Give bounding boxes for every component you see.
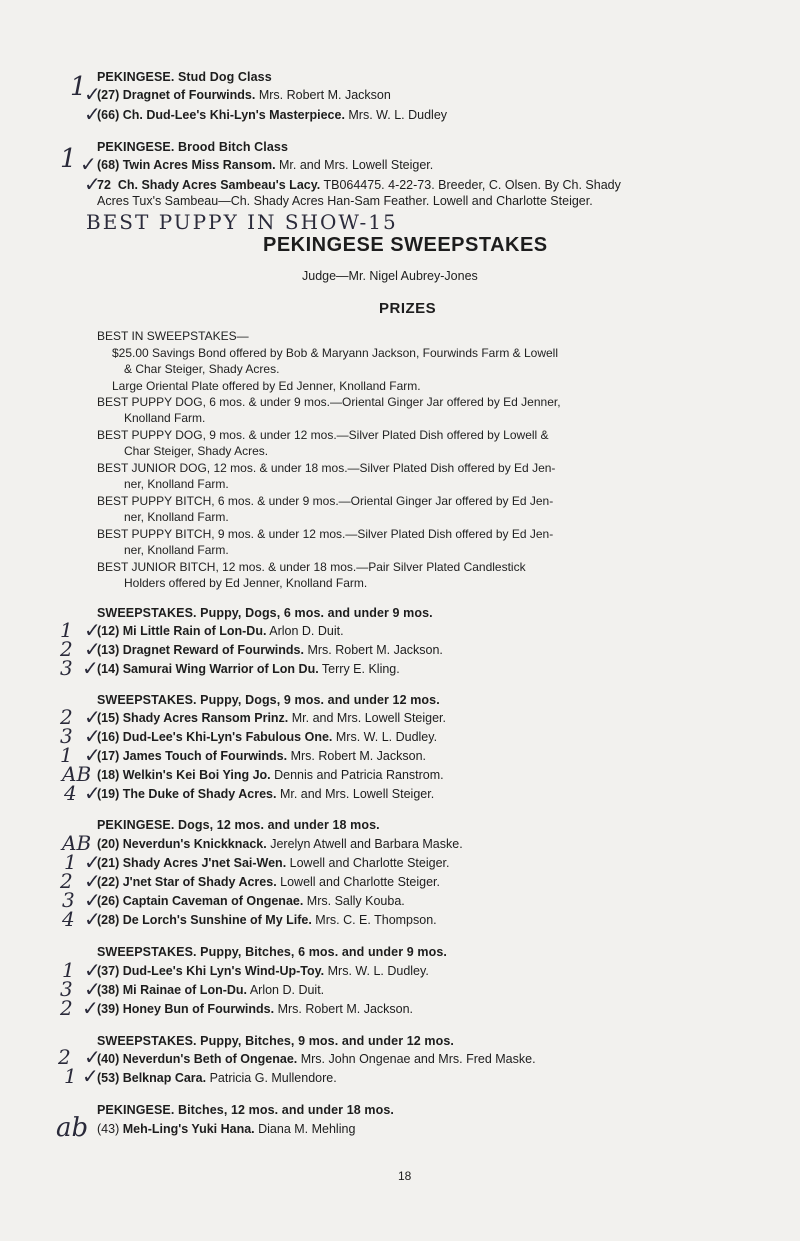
dog-name: Mi Rainae of Lon-Du. [122, 983, 248, 997]
check-mark-icon: ✓ [82, 1064, 99, 1088]
owner-name: Mrs. W. L. Dudley [344, 108, 448, 122]
list-item [97, 787, 434, 801]
list-item [97, 837, 463, 851]
dog-name: Belknap Cara. [122, 1071, 207, 1085]
owner-name: Mrs. W. L. Dudley. [324, 964, 429, 978]
handwritten-placement-mark: 2 [60, 705, 73, 729]
check-mark-icon: ✓ [84, 102, 101, 126]
judge-line: Judge—Mr. Nigel Aubrey-Jones [302, 269, 478, 283]
list-item [97, 1122, 355, 1136]
handwritten-placement-mark: 2 [60, 869, 73, 893]
entry-number: (18) [97, 768, 120, 782]
handwritten-placement-mark: 1 [64, 850, 77, 874]
handwritten-placement-mark: 4 [62, 907, 75, 931]
owner-name: Mrs. Robert M. Jackson. [287, 749, 427, 763]
handwritten-placement-mark: 1 [70, 72, 87, 102]
entry-number: (13) [97, 643, 120, 657]
page-number: 18 [398, 1169, 412, 1183]
entry-number: (40) [97, 1052, 120, 1066]
handwritten-placement-mark: 1 [60, 144, 77, 174]
check-mark-icon: ✓ [82, 656, 99, 680]
prize-line: BEST PUPPY BITCH, 9 mos. & under 12 mos.—Silver Plated Dish offered by Ed Jen- [97, 527, 554, 541]
check-mark-icon: ✓ [82, 996, 99, 1020]
list-item [97, 856, 449, 870]
check-mark-icon: ✓ [84, 958, 101, 982]
list-item [97, 88, 391, 102]
list-item [97, 1071, 337, 1085]
class-heading: PEKINGESE. Dogs, 12 mos. and under 18 mos. [97, 818, 380, 832]
list-item [97, 158, 433, 172]
handwritten-placement-mark: AB [62, 762, 92, 786]
handwritten-placement-mark: 3 [60, 724, 73, 748]
owner-name: Arlon D. Duit. [247, 983, 325, 997]
dog-name: Samurai Wing Warrior of Lon Du. [122, 662, 319, 676]
check-mark-icon: ✓ [84, 705, 101, 729]
list-item [97, 662, 400, 676]
class-heading: PEKINGESE. Brood Bitch Class [97, 140, 289, 154]
prize-line: BEST PUPPY BITCH, 6 mos. & under 9 mos.—Oriental Ginger Jar offered by Ed Jen- [97, 494, 554, 508]
handwritten-note: BEST PUPPY IN SHOW-15 [86, 210, 398, 234]
entry-number: (19) [97, 787, 120, 801]
prize-line: ner, Knolland Farm. [124, 510, 229, 524]
check-mark-icon: ✓ [84, 724, 101, 748]
handwritten-placement-mark: 3 [60, 977, 73, 1001]
owner-name: Dennis and Patricia Ranstrom. [270, 768, 444, 782]
owner-name: Mrs. Sally Kouba. [303, 894, 405, 908]
dog-name: James Touch of Fourwinds. [122, 749, 288, 763]
prize-line: BEST JUNIOR BITCH, 12 mos. & under 18 mos.—Pair Silver Plated Candlestick [97, 560, 526, 574]
handwritten-placement-mark: 4 [64, 781, 77, 805]
owner-name: Lowell and Charlotte Steiger. [276, 875, 440, 889]
owner-name: Mr. and Mrs. Lowell Steiger. [288, 711, 446, 725]
entry-number: (39) [97, 1002, 120, 1016]
handwritten-placement-mark: 1 [64, 1064, 77, 1088]
owner-name: Mr. and Mrs. Lowell Steiger. [276, 787, 435, 801]
list-item [97, 913, 437, 927]
entry-number: (28) [97, 913, 120, 927]
list-item [97, 875, 440, 889]
check-mark-icon: ✓ [84, 888, 101, 912]
list-item [97, 730, 437, 744]
entry-number: (14) [97, 662, 120, 676]
prize-line: Large Oriental Plate offered by Ed Jenner, Knolland Farm. [112, 379, 421, 393]
list-item [97, 108, 447, 122]
class-heading: PEKINGESE. Stud Dog Class [97, 70, 272, 84]
prize-line: BEST IN SWEEPSTAKES— [97, 329, 249, 343]
check-mark-icon: ✓ [80, 152, 97, 176]
check-mark-icon: ✓ [84, 618, 101, 642]
class-heading: SWEEPSTAKES. Puppy, Bitches, 9 mos. and under 12 mos. [97, 1034, 454, 1048]
owner-name: Mrs. Robert M. Jackson. [274, 1002, 414, 1016]
dog-name: Neverdun's Knickknack. [122, 837, 267, 851]
list-item [97, 643, 443, 657]
class-heading: SWEEPSTAKES. Puppy, Dogs, 9 mos. and under 12 mos. [97, 693, 440, 707]
dog-name: Honey Bun of Fourwinds. [122, 1002, 275, 1016]
prize-line: $25.00 Savings Bond offered by Bob & Maryann Jackson, Fourwinds Farm & Lowell [112, 346, 559, 360]
entry-number: (37) [97, 964, 120, 978]
list-item [97, 964, 429, 978]
owner-name: Jerelyn Atwell and Barbara Maske. [266, 837, 463, 851]
check-mark-icon: ✓ [84, 82, 101, 106]
owner-name: Mrs. Robert M. Jackson [255, 88, 391, 102]
list-item [97, 768, 444, 782]
list-item [97, 178, 621, 192]
prize-line: Knolland Farm. [124, 411, 206, 425]
list-item [97, 894, 405, 908]
owner-name: Patricia G. Mullendore. [206, 1071, 337, 1085]
entry-number: (22) [97, 875, 120, 889]
dog-name: Welkin's Kei Boi Ying Jo. [122, 768, 271, 782]
entry-number: (26) [97, 894, 120, 908]
prizes-heading: PRIZES [379, 300, 437, 317]
entry-number: 72 [97, 178, 111, 192]
owner-name: Diana M. Mehling [254, 1122, 356, 1136]
handwritten-placement-mark: 1 [60, 618, 73, 642]
prize-line: BEST PUPPY DOG, 6 mos. & under 9 mos.—Oriental Ginger Jar offered by Ed Jenner, [97, 395, 561, 409]
list-item [97, 711, 446, 725]
dog-name: Dragnet of Fourwinds. [122, 88, 256, 102]
class-heading: SWEEPSTAKES. Puppy, Dogs, 6 mos. and under 9 mos. [97, 606, 433, 620]
entry-number: (12) [97, 624, 120, 638]
list-item [97, 983, 324, 997]
owner-name: TB064475. 4-22-73. Breeder, C. Olsen. By Ch. Shady [320, 178, 621, 192]
entry-number: (17) [97, 749, 120, 763]
dog-name: J'net Star of Shady Acres. [122, 875, 277, 889]
dog-name: Meh-Ling's Yuki Hana. [122, 1122, 255, 1136]
prize-line: BEST PUPPY DOG, 9 mos. & under 12 mos.—Silver Plated Dish offered by Lowell & [97, 428, 549, 442]
page-title: PEKINGESE SWEEPSTAKES [263, 234, 548, 256]
prize-line: ner, Knolland Farm. [124, 477, 229, 491]
check-mark-icon: ✓ [84, 850, 101, 874]
handwritten-placement-mark: ab [56, 1113, 89, 1143]
owner-name: Mrs. W. L. Dudley. [332, 730, 438, 744]
entry-number: (43) [97, 1122, 120, 1136]
list-item [97, 749, 426, 763]
owner-name: Lowell and Charlotte Steiger. [286, 856, 450, 870]
handwritten-placement-mark: 3 [62, 888, 75, 912]
entry-continuation: Acres Tux's Sambeau—Ch. Shady Acres Han-Sam Feather. Lowell and Charlotte Steiger. [97, 194, 593, 208]
list-item [97, 624, 344, 638]
dog-name: Captain Caveman of Ongenae. [122, 894, 304, 908]
prize-line: Char Steiger, Shady Acres. [124, 444, 269, 458]
check-mark-icon: ✓ [84, 907, 101, 931]
prize-line: Holders offered by Ed Jenner, Knolland Farm. [124, 576, 368, 590]
handwritten-placement-mark: 1 [62, 958, 75, 982]
entry-number: (21) [97, 856, 120, 870]
dog-name: Dud-Lee's Khi-Lyn's Fabulous One. [122, 730, 333, 744]
check-mark-icon: ✓ [84, 977, 101, 1001]
check-mark-icon: ✓ [84, 781, 101, 805]
dog-name: Ch. Shady Acres Sambeau's Lacy. [117, 178, 321, 192]
handwritten-placement-mark: AB [62, 831, 92, 855]
prize-line: ner, Knolland Farm. [124, 543, 229, 557]
entry-number: (38) [97, 983, 120, 997]
handwritten-placement-mark: 2 [60, 996, 73, 1020]
owner-name: Arlon D. Duit. [266, 624, 344, 638]
list-item [97, 1002, 413, 1016]
owner-name: Mrs. Robert M. Jackson. [303, 643, 443, 657]
dog-name: Shady Acres J'net Sai-Wen. [122, 856, 287, 870]
dog-name: Dud-Lee's Khi Lyn's Wind-Up-Toy. [122, 964, 325, 978]
list-item [97, 1052, 536, 1066]
entry-number: (15) [97, 711, 120, 725]
entry-number: (20) [97, 837, 120, 851]
dog-name: The Duke of Shady Acres. [122, 787, 277, 801]
owner-name: Mr. and Mrs. Lowell Steiger. [275, 158, 434, 172]
entry-number: (27) [97, 88, 120, 102]
handwritten-placement-mark: 2 [58, 1045, 71, 1069]
entry-number: (66) [97, 108, 120, 122]
check-mark-icon: ✓ [84, 743, 101, 767]
entry-number: (68) [97, 158, 120, 172]
prize-line: & Char Steiger, Shady Acres. [124, 362, 280, 376]
handwritten-placement-mark: 1 [60, 743, 73, 767]
check-mark-icon: ✓ [84, 637, 101, 661]
check-mark-icon: ✓ [84, 172, 101, 196]
class-heading: PEKINGESE. Bitches, 12 mos. and under 18 mos. [97, 1103, 394, 1117]
owner-name: Terry E. Kling. [318, 662, 400, 676]
dog-name: Mi Little Rain of Lon-Du. [122, 624, 267, 638]
check-mark-icon: ✓ [84, 869, 101, 893]
entry-number: (16) [97, 730, 120, 744]
entry-number: (53) [97, 1071, 120, 1085]
dog-name: Twin Acres Miss Ransom. [122, 158, 276, 172]
handwritten-placement-mark: 3 [60, 656, 73, 680]
check-mark-icon: ✓ [84, 1045, 101, 1069]
handwritten-placement-mark: 2 [60, 637, 73, 661]
class-heading: SWEEPSTAKES. Puppy, Bitches, 6 mos. and under 9 mos. [97, 945, 447, 959]
owner-name: Mrs. C. E. Thompson. [311, 913, 437, 927]
dog-name: Neverdun's Beth of Ongenae. [122, 1052, 298, 1066]
dog-name: De Lorch's Sunshine of My Life. [122, 913, 312, 927]
prize-line: BEST JUNIOR DOG, 12 mos. & under 18 mos.—Silver Plated Dish offered by Ed Jen- [97, 461, 556, 475]
dog-name: Dragnet Reward of Fourwinds. [122, 643, 304, 657]
owner-name: Mrs. John Ongenae and Mrs. Fred Maske. [297, 1052, 536, 1066]
dog-name: Ch. Dud-Lee's Khi-Lyn's Masterpiece. [122, 108, 345, 122]
dog-name: Shady Acres Ransom Prinz. [122, 711, 289, 725]
